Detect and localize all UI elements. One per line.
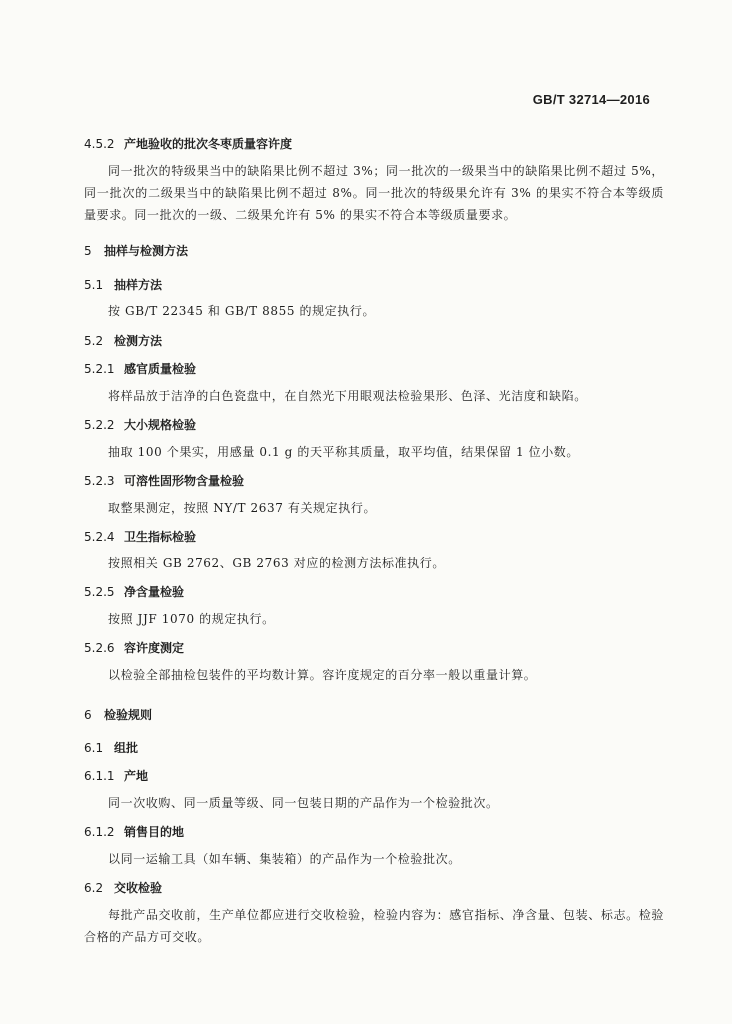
heading-5-2-2 [84,416,664,433]
standard-number: GB/T 32714—2016 [532,92,650,107]
paragraph-5-2-5: 按照 JJF 1070 的规定执行。 [108,612,275,626]
heading-title: 净含量检验 [124,585,185,599]
paragraph-6-1-2: 以同一运输工具（如车辆、集装箱）的产品作为一个检验批次。 [108,852,461,866]
heading-number: 4.5.2 [84,137,115,151]
paragraph-5-2-6: 以检验全部抽检包装件的平均数计算。容许度规定的百分率一般以重量计算。 [108,668,537,682]
heading-title: 销售目的地 [124,825,185,839]
heading-number: 6.1 [84,741,104,755]
heading-5-2-3 [84,472,664,489]
paragraph-4-5-2: 同一批次的特级果当中的缺陷果比例不超过 3%；同一批次的一级果当中的缺陷果比例不超过 5%，同一批次的二级果当中的缺陷果比例不超过 8%。同一批次的特级果允许有 3% 的果实不符合本等级质量要求。同一批次的一级、二级果允许有 5% 的果实不符合本等级质量要求。 [84,164,664,222]
heading-6-1 [84,739,664,756]
heading-5-2-5 [84,583,664,600]
heading-number: 5.1 [84,278,104,292]
heading-number: 6 [84,708,92,722]
heading-number: 5.2.4 [84,530,115,544]
heading-5-2-4 [84,528,664,545]
heading-number: 5.2.6 [84,641,115,655]
heading-title: 抽样与检测方法 [104,244,189,258]
heading-6-1-2 [84,823,664,840]
heading-5-2-1 [84,360,664,377]
paragraph-5-2-3: 取整果测定，按照 NY/T 2637 有关规定执行。 [108,501,377,515]
heading-number: 6.2 [84,881,104,895]
heading-title: 产地 [124,769,149,783]
paragraph-6-2: 每批产品交收前，生产单位都应进行交收检验，检验内容为：感官指标、净含量、包装、标志。检验合格的产品方可交收。 [84,908,664,944]
heading-title: 容许度测定 [124,641,185,655]
heading-5 [84,242,664,259]
heading-title: 感官质量检验 [124,362,197,376]
paragraph-6-1-1: 同一次收购、同一质量等级、同一包装日期的产品作为一个检验批次。 [108,796,499,810]
heading-title: 检测方法 [114,334,163,348]
heading-number: 6.1.1 [84,769,115,783]
heading-6-2 [84,879,664,896]
paragraph-5-2-2: 抽取 100 个果实，用感量 0.1 g 的天平称其质量，取平均值，结果保留 1 位小数。 [108,445,580,459]
heading-number: 5.2 [84,334,104,348]
heading-number: 6.1.2 [84,825,115,839]
heading-number: 5.2.1 [84,362,115,376]
heading-number: 5 [84,244,92,258]
heading-title: 抽样方法 [114,278,163,292]
heading-5-2 [84,332,664,349]
heading-number: 5.2.2 [84,418,115,432]
heading-5-1 [84,276,664,293]
heading-title: 产地验收的批次冬枣质量容许度 [124,137,293,151]
heading-number: 5.2.5 [84,585,115,599]
heading-title: 卫生指标检验 [124,530,197,544]
heading-title: 可溶性固形物含量检验 [124,474,245,488]
heading-title: 交收检验 [114,881,163,895]
heading-6 [84,706,664,723]
heading-5-2-6 [84,639,664,656]
paragraph-5-2-4: 按照相关 GB 2762、GB 2763 对应的检测方法标准执行。 [108,556,445,570]
heading-title: 大小规格检验 [124,418,197,432]
heading-title: 检验规则 [104,708,153,722]
heading-6-1-1 [84,767,664,784]
heading-number: 5.2.3 [84,474,115,488]
paragraph-5-1: 按 GB/T 22345 和 GB/T 8855 的规定执行。 [108,304,376,318]
heading-4-5-2 [84,135,664,152]
heading-title: 组批 [114,741,139,755]
paragraph-5-2-1: 将样品放于洁净的白色瓷盘中，在自然光下用眼观法检验果形、色泽、光洁度和缺陷。 [108,389,587,403]
